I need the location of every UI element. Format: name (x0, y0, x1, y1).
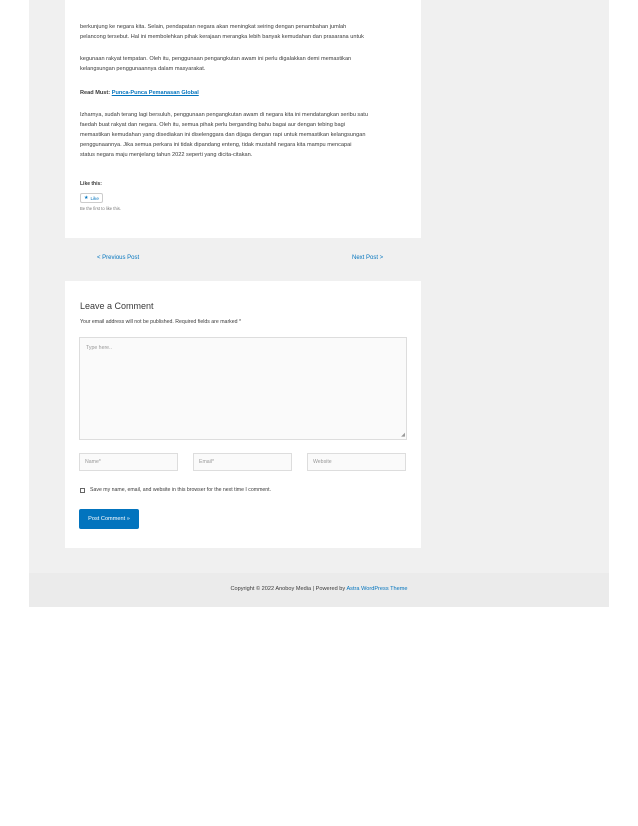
comment-title: Leave a Comment (80, 301, 154, 311)
article-paragraph (80, 110, 410, 160)
comment-textarea[interactable] (79, 337, 407, 440)
article-paragraph (80, 54, 410, 74)
email-placeholder: Email* (199, 459, 214, 465)
theme-link[interactable]: Astra WordPress Theme (346, 586, 408, 592)
name-placeholder: Name* (85, 459, 101, 465)
like-button-label: Like (90, 195, 99, 201)
like-title: Like this: (80, 181, 102, 187)
read-must-link[interactable]: Punca-Punca Pemanasan Global (111, 90, 199, 96)
comment-notes: Your email address will not be published. Required fields are marked * (80, 319, 241, 325)
comment-card (65, 281, 421, 548)
post-comment-button[interactable]: Post Comment » (79, 509, 139, 529)
footer-copyright (29, 586, 609, 592)
paragraph-line: kegunaan rakyat tempatan. Oleh itu, penggunaan pengangkutan awam ini perlu digalakkan demi memastikan (80, 56, 352, 62)
paragraph-line: faedah buat rakyat dan negara. Oleh itu, semua pihak perlu berganding bahu bagai aur dengan tebing bagi (80, 122, 345, 128)
paragraph-line: berkunjung ke negara kita. Selain, pendapatan negara akan meningkat seiring dengan penambahan jumlah (80, 24, 347, 30)
textarea-placeholder: Type here.. (86, 345, 112, 351)
website-field[interactable] (307, 453, 406, 471)
paragraph-line: memastikan kemudahan yang disediakan ini diselenggara dan dijaga dengan rapi untuk memastikan kelangsungan (80, 132, 366, 138)
paragraph-line: penggunaannya. Jika semua perkara ini tidak dipandang enteng, tidak mustahil negara kita mampu mencapai (80, 142, 352, 148)
like-first-text: Be the first to like this. (80, 206, 121, 211)
article-card (65, 0, 421, 238)
paragraph-line: pelancong tersebut. Hal ini membolehkan pihak kerajaan merangka lebih banyak kemudahan dan prasarana untuk (80, 34, 364, 40)
paragraph-line: kelangsungan penggunaannya dalam masyarakat. (80, 66, 206, 72)
next-post-link[interactable]: Next Post > (352, 255, 384, 261)
article-paragraph (80, 22, 410, 42)
website-placeholder: Website (313, 459, 332, 465)
paragraph-line: status negara maju menjelang tahun 2022 seperti yang dicita-citakan. (80, 152, 253, 158)
previous-post-link[interactable]: < Previous Post (97, 255, 140, 261)
site-footer (29, 573, 609, 607)
resize-handle-icon[interactable]: ◢ (401, 432, 405, 438)
read-must (80, 88, 410, 98)
copyright-text: Copyright © 2022 Anoboy Media | Powered by (230, 586, 347, 592)
save-info-checkbox[interactable] (80, 488, 85, 493)
read-must-label: Read Must: (80, 90, 111, 96)
save-info-label: Save my name, email, and website in this browser for the next time I comment. (90, 487, 272, 493)
star-icon: ★ (84, 194, 89, 201)
email-field[interactable] (193, 453, 292, 471)
like-button[interactable] (80, 193, 103, 203)
name-field[interactable] (79, 453, 178, 471)
paragraph-line: Izharnya, sudah terang lagi bersuluh, penggunaan pengangkutan awam di negara kita ini mendatangkan seribu satu (80, 112, 368, 118)
